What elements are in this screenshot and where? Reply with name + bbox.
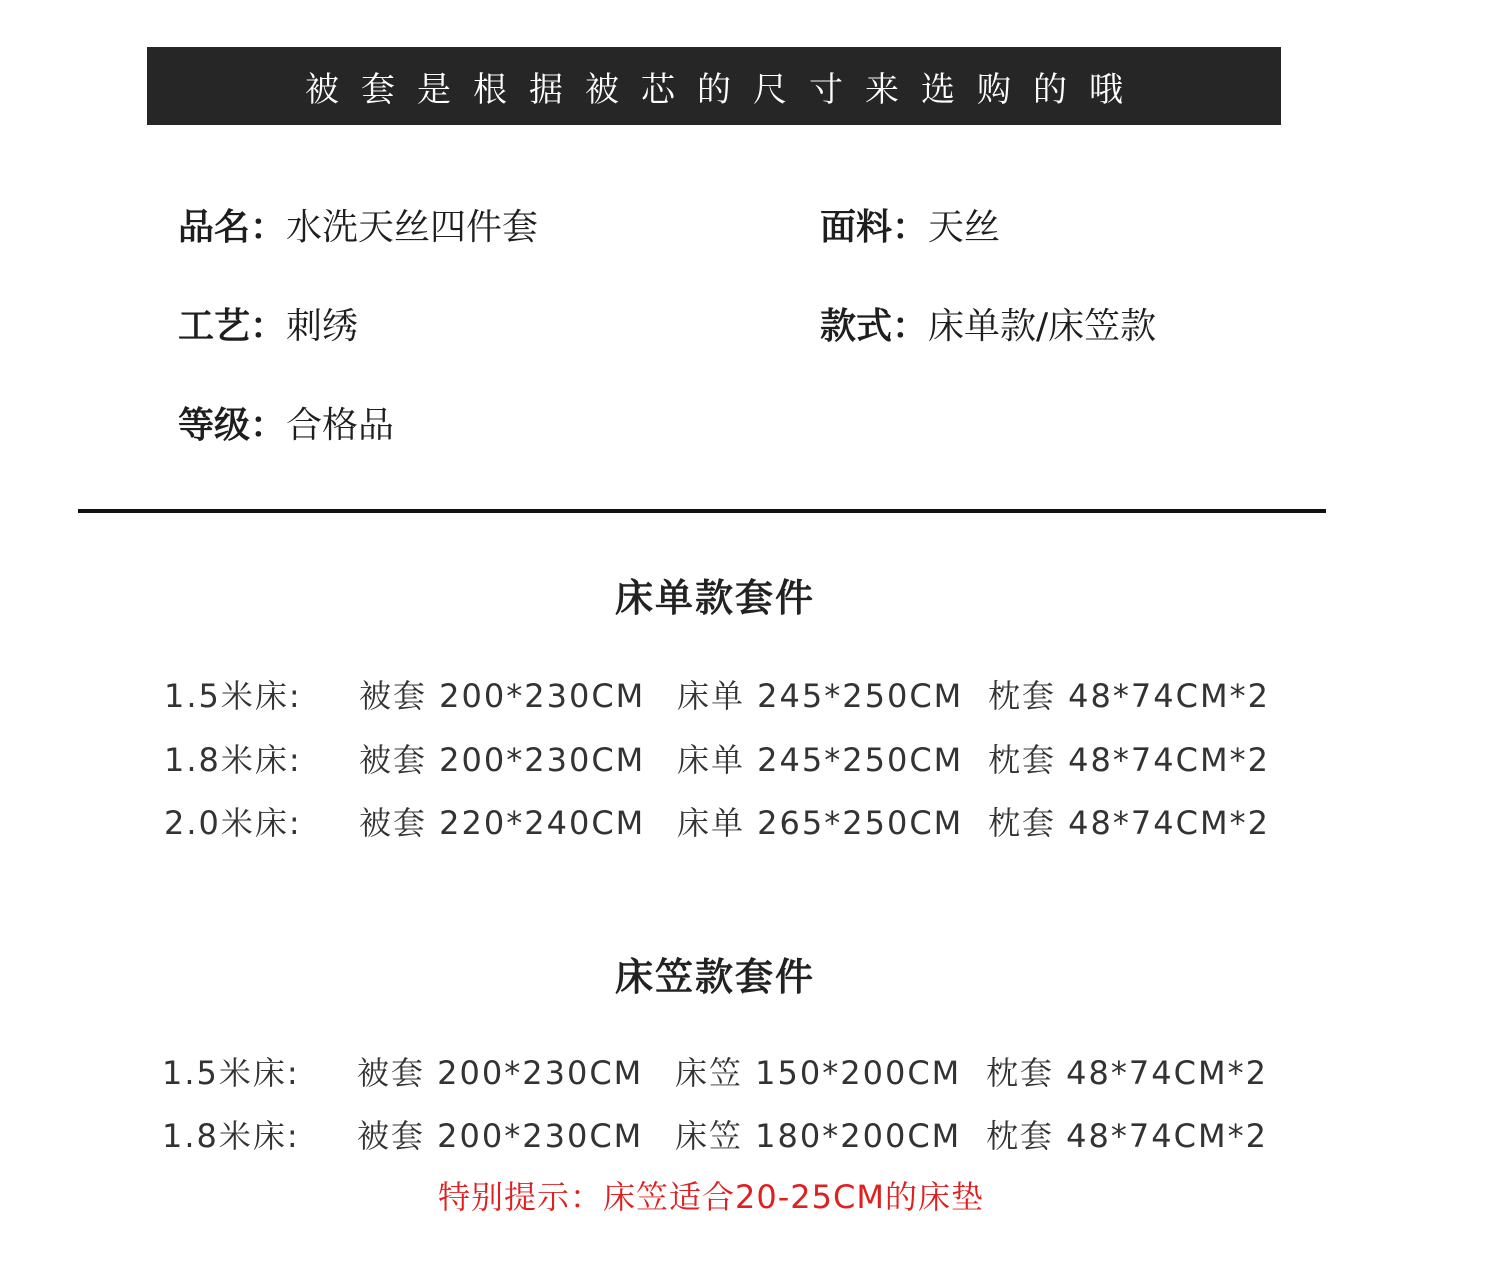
quilt-cover-size: 被套 200*230CM — [359, 677, 646, 715]
quilt-cover-size: 被套 220*240CM — [359, 804, 646, 842]
bed-sheet-size: 床单 245*250CM — [677, 677, 964, 715]
pillowcase-size: 枕套 48*74CM*2 — [986, 1054, 1268, 1092]
bed-sheet-size: 床单 265*250CM — [677, 804, 964, 842]
bed-sheet-size: 床单 245*250CM — [677, 741, 964, 779]
fitted-sheet-size: 床笠 180*200CM — [675, 1117, 962, 1155]
spec-label: 款式： — [820, 306, 929, 347]
quilt-cover-size: 被套 200*230CM — [357, 1054, 644, 1092]
special-note: 特别提示：床笠适合20-25CM的床垫 — [438, 1178, 984, 1216]
bed-size: 2.0米床: — [164, 804, 302, 842]
spec-product-name — [178, 207, 539, 248]
section-divider — [78, 509, 1326, 513]
spec-label: 面料： — [820, 207, 929, 248]
bed-size: 1.8米床: — [162, 1117, 300, 1155]
pillowcase-size: 枕套 48*74CM*2 — [988, 741, 1270, 779]
spec-value: 合格品 — [286, 405, 395, 446]
bed-size: 1.5米床: — [164, 677, 302, 715]
bed-size: 1.8米床: — [164, 741, 302, 779]
spec-label: 等级： — [178, 405, 287, 446]
spec-value: 水洗天丝四件套 — [286, 207, 539, 248]
spec-label: 品名： — [178, 207, 287, 248]
spec-grade — [178, 405, 395, 446]
pillowcase-size: 枕套 48*74CM*2 — [988, 804, 1270, 842]
quilt-cover-size: 被套 200*230CM — [357, 1117, 644, 1155]
bed-size: 1.5米床: — [162, 1054, 300, 1092]
pillowcase-size: 枕套 48*74CM*2 — [986, 1117, 1268, 1155]
sheet-set-title: 床单款套件 — [614, 576, 815, 620]
pillowcase-size: 枕套 48*74CM*2 — [988, 677, 1270, 715]
spec-value: 刺绣 — [286, 306, 359, 347]
spec-style — [820, 306, 1157, 347]
header-banner: 被套是根据被芯的尺寸来选购的哦 — [147, 47, 1281, 125]
quilt-cover-size: 被套 200*230CM — [359, 741, 646, 779]
spec-fabric — [820, 207, 1001, 248]
fitted-set-title: 床笠款套件 — [614, 955, 815, 999]
spec-label: 工艺： — [178, 306, 287, 347]
spec-value: 天丝 — [928, 207, 1001, 248]
spec-value: 床单款/床笠款 — [928, 306, 1157, 347]
fitted-sheet-size: 床笠 150*200CM — [675, 1054, 962, 1092]
spec-craft — [178, 306, 359, 347]
